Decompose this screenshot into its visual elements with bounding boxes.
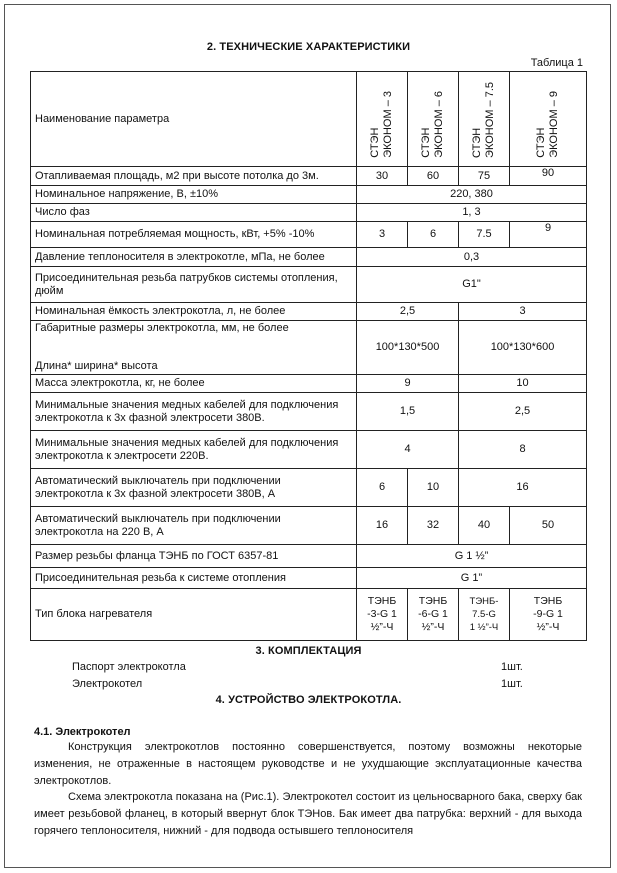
cell-value: 100*130*600 (459, 321, 587, 375)
table-row (31, 222, 587, 248)
table-row (31, 167, 587, 186)
cell-value: 9 (357, 375, 459, 393)
model-header-3: СТЭН ЭКОНОМ – 3 (357, 72, 408, 167)
cell-value: 75 (459, 167, 510, 186)
cell-value: 100*130*500 (357, 321, 459, 375)
cell-value: 3 (357, 222, 408, 248)
subsection-title: 4.1. Электрокотел (34, 726, 131, 738)
table-row (31, 267, 587, 303)
row-label: Автоматический выключатель при подключении электрокотла к 3х фазной электросети 380В, А (31, 469, 357, 507)
cell-value: G1" (357, 267, 587, 303)
table-row (31, 303, 587, 321)
model-header-6: СТЭН ЭКОНОМ – 6 (408, 72, 459, 167)
row-label: Номинальная ёмкость электрокотла, л, не более (31, 303, 357, 321)
kit-item-qty: 1шт. (501, 678, 523, 690)
row-label: Давление теплоносителя в электрокотле, мПа, не более (31, 248, 357, 267)
cell-value: 1, 3 (357, 204, 587, 222)
cell-value: 10 (459, 375, 587, 393)
row-label: Присоединительная резьба патрубков системы отопления, дюйм (31, 267, 357, 303)
kit-item-qty: 1шт. (501, 661, 523, 673)
kit-item-name: Электрокотел (72, 678, 143, 690)
cell-value: 8 (459, 431, 587, 469)
cell-value: 220, 380 (357, 186, 587, 204)
table-row (31, 568, 587, 589)
cell-value: 50 (510, 507, 587, 545)
cell-value: 4 (357, 431, 459, 469)
cell-value: 9 (510, 222, 587, 248)
cell-value: 7.5 (459, 222, 510, 248)
table-label: Таблица 1 (530, 57, 583, 69)
cell-value: G 1” (357, 568, 587, 589)
row-label: Номинальная потребляемая мощность, кВт, +5% -10% (31, 222, 357, 248)
paragraph-1: Конструкция электрокотлов постоянно совершенствуется, поэтому возможны некоторые изменения, не отраженные в настоящем руководстве и не ухудшающие эксплуатационные качества электрокотлов. (34, 741, 582, 787)
cell-value: 0,3 (357, 248, 587, 267)
row-label: Присоединительная резьба к системе отопления (31, 568, 357, 589)
table-row (31, 248, 587, 267)
cell-value: 60 (408, 167, 459, 186)
heater-type-6: ТЭНБ -6-G 1 ½”-Ч (408, 589, 459, 641)
model-header-7-5: СТЭН ЭКОНОМ – 7.5 (459, 72, 510, 167)
cell-value: 3 (459, 303, 587, 321)
cell-value: 16 (357, 507, 408, 545)
paragraph-2: Схема электрокотла показана на (Рис.1). Электрокотел состоит из цельносварного бака, сверху бак имеет резьбовой фланец, в который ввернут блок ТЭНов. Бак имеет два патрубка: верхний - для выхода горячего теплоносителя, нижний - для подвода остывшего теплоносителя (34, 791, 582, 837)
cell-value: 6 (357, 469, 408, 507)
section-2-title: 2. ТЕХНИЧЕСКИЕ ХАРАКТЕРИСТИКИ (206, 41, 411, 53)
cell-value: 2,5 (357, 303, 459, 321)
cell-value: 16 (459, 469, 587, 507)
table-row (31, 431, 587, 469)
cell-value: 32 (408, 507, 459, 545)
table-row (31, 204, 587, 222)
cell-value: 30 (357, 167, 408, 186)
row-label: Номинальное напряжение, В, ±10% (31, 186, 357, 204)
table-row (31, 321, 587, 375)
row-label: Масса электрокотла, кг, не более (31, 375, 357, 393)
cell-value: 10 (408, 469, 459, 507)
table-row (31, 186, 587, 204)
specifications-table (30, 71, 587, 641)
row-label: Минимальные значения медных кабелей для подключения электрокотла к 3х фазной электросети 380В. (31, 393, 357, 431)
cell-value: 90 (510, 167, 587, 186)
table-row (31, 469, 587, 507)
cell-value: G 1 ½” (357, 545, 587, 568)
cell-value: 6 (408, 222, 459, 248)
section-4-title: 4. УСТРОЙСТВО ЭЛЕКТРОКОТЛА. (215, 694, 402, 706)
row-label (31, 321, 357, 375)
section-3-title: 3. КОМПЛЕКТАЦИЯ (255, 645, 362, 657)
row-label: Автоматический выключатель при подключении электрокотла на 220 В, А (31, 507, 357, 545)
table-header-row (31, 72, 587, 167)
row-label-top: Габаритные размеры электрокотла, мм, не более (35, 322, 289, 334)
table-row (31, 589, 587, 641)
param-header: Наименование параметра (31, 72, 357, 167)
model-header-9: СТЭН ЭКОНОМ – 9 (510, 72, 587, 167)
row-label: Число фаз (31, 204, 357, 222)
row-label: Минимальные значения медных кабелей для подключения электрокотла к электросети 220В. (31, 431, 357, 469)
table-row (31, 507, 587, 545)
row-label-bottom: Длина* ширина* высота (35, 360, 158, 372)
row-label: Размер резьбы фланца ТЭНБ по ГОСТ 6357-81 (31, 545, 357, 568)
cell-value: 1,5 (357, 393, 459, 431)
row-label: Тип блока нагревателя (31, 589, 357, 641)
cell-value: 40 (459, 507, 510, 545)
heater-type-7-5: ТЭНБ- 7.5-G 1 ½”-Ч (459, 589, 510, 641)
cell-value: 2,5 (459, 393, 587, 431)
table-row (31, 545, 587, 568)
row-label: Отапливаемая площадь, м2 при высоте потолка до 3м. (31, 167, 357, 186)
table-row (31, 375, 587, 393)
kit-item-name: Паспорт электрокотла (72, 661, 186, 673)
heater-type-9: ТЭНБ -9-G 1 ½”-Ч (510, 589, 587, 641)
table-row (31, 393, 587, 431)
heater-type-3: ТЭНБ -3-G 1 ½”-Ч (357, 589, 408, 641)
